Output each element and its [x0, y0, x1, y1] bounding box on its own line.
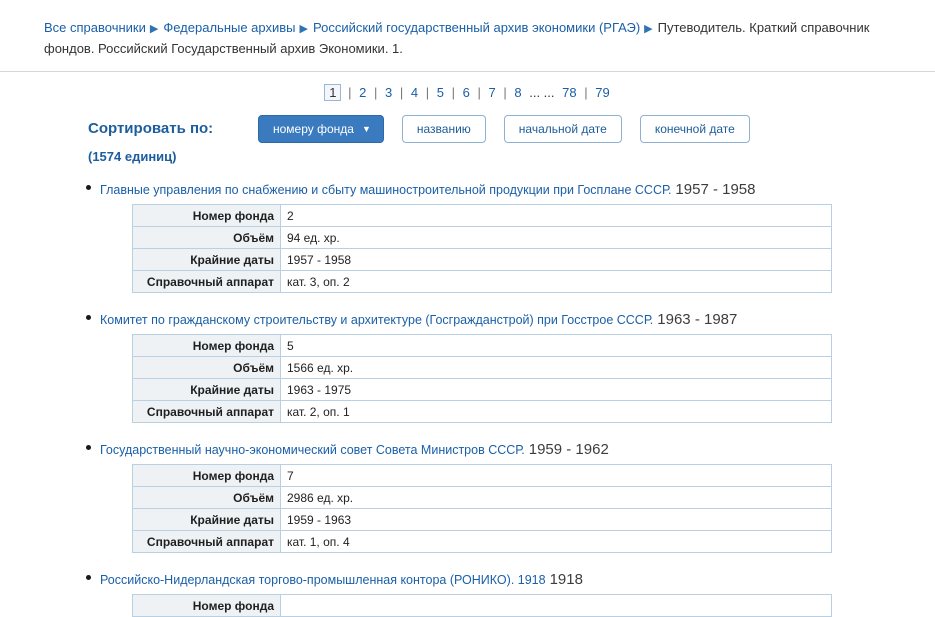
- value-fund-number: 7: [281, 465, 832, 487]
- label-fund-number: Номер фонда: [133, 205, 281, 227]
- list-item: [100, 441, 935, 553]
- fund-list: [0, 181, 935, 617]
- page-link-7[interactable]: 7: [488, 85, 496, 100]
- sort-label-block: [88, 113, 258, 167]
- fund-years: 1957 - 1958: [675, 181, 756, 198]
- fund-details-table: [132, 334, 832, 423]
- label-reference-apparatus: Справочный аппарат: [133, 401, 281, 423]
- fund-details-table: [132, 594, 832, 617]
- table-row: [133, 509, 832, 531]
- label-reference-apparatus: Справочный аппарат: [133, 531, 281, 553]
- breadcrumb-item-0[interactable]: Все справочники: [44, 20, 146, 35]
- value-fund-number: 2: [281, 205, 832, 227]
- page-link-79[interactable]: 79: [595, 85, 610, 100]
- value-volume: 94 ед. хр.: [281, 227, 832, 249]
- label-fund-number: Номер фонда: [133, 465, 281, 487]
- sort-by-fund-number-button[interactable]: [258, 115, 384, 143]
- units-count: (1574 единиц): [88, 149, 177, 164]
- pager-separator: |: [399, 85, 404, 100]
- fund-details-table: [132, 464, 832, 553]
- page-link-4[interactable]: 4: [410, 85, 419, 100]
- sort-bar: [0, 105, 935, 167]
- table-row: [133, 205, 832, 227]
- label-reference-apparatus: Справочный аппарат: [133, 271, 281, 293]
- fund-years: 1963 - 1987: [657, 311, 738, 328]
- list-item: [100, 311, 935, 423]
- value-fund-number: [281, 595, 832, 617]
- page-current[interactable]: 1: [324, 84, 341, 101]
- table-row: [133, 335, 832, 357]
- pagination: [0, 72, 935, 105]
- breadcrumb: [0, 0, 935, 65]
- breadcrumb-item-3: Путеводитель. Краткий справочник фондов. Российский Государственный архив Экономики. 1.: [44, 20, 870, 56]
- table-row: [133, 465, 832, 487]
- fund-title-link[interactable]: Российско-Нидерландская торгово-промышленная контора (РОНИКО). 1918: [100, 573, 546, 587]
- page-link-8[interactable]: 8: [514, 85, 522, 100]
- table-row: [133, 595, 832, 617]
- label-fund-number: Номер фонда: [133, 595, 281, 617]
- pager-separator: |: [503, 85, 507, 100]
- table-row: [133, 379, 832, 401]
- label-fund-number: Номер фонда: [133, 335, 281, 357]
- label-volume: Объём: [133, 487, 281, 509]
- label-extreme-dates: Крайние даты: [133, 379, 281, 401]
- table-row: [133, 271, 832, 293]
- value-reference-apparatus: кат. 1, оп. 4: [281, 531, 832, 553]
- bullet-icon: [86, 185, 91, 190]
- pager-separator: |: [373, 85, 378, 100]
- value-fund-number: 5: [281, 335, 832, 357]
- pager-separator: |: [584, 85, 588, 100]
- chevron-right-icon-0: ▶: [149, 23, 159, 35]
- value-extreme-dates: 1959 - 1963: [281, 509, 832, 531]
- sort-label: Сортировать по:: [88, 120, 214, 137]
- page-link-78[interactable]: 78: [562, 85, 577, 100]
- chevron-right-icon-1: ▶: [299, 23, 308, 35]
- table-row: [133, 531, 832, 553]
- label-extreme-dates: Крайние даты: [133, 509, 281, 531]
- pager-separator: |: [477, 85, 481, 100]
- value-extreme-dates: 1963 - 1975: [281, 379, 832, 401]
- fund-details-table: [132, 204, 832, 293]
- fund-title-link[interactable]: Государственный научно-экономический совет Совета Министров СССР.: [100, 443, 525, 457]
- bullet-icon: [86, 575, 91, 580]
- fund-title-link[interactable]: Комитет по гражданскому строительству и архитектуре (Госгражданстрой) при Госстрое СССР.: [100, 313, 654, 327]
- table-row: [133, 487, 832, 509]
- sort-by-fund-number-label: номеру фонда: [273, 122, 354, 136]
- page-link-6[interactable]: 6: [462, 85, 470, 100]
- pager-separator: |: [348, 85, 352, 100]
- page-link-3[interactable]: 3: [385, 85, 393, 100]
- fund-title-link[interactable]: Главные управления по снабжению и сбыту машиностроительной продукции при Госплане СССР.: [100, 183, 672, 197]
- bullet-icon: [86, 445, 91, 450]
- label-volume: Объём: [133, 227, 281, 249]
- table-row: [133, 401, 832, 423]
- page-link-5[interactable]: 5: [436, 85, 444, 100]
- value-extreme-dates: 1957 - 1958: [281, 249, 832, 271]
- list-item: [100, 181, 935, 293]
- label-extreme-dates: Крайние даты: [133, 249, 281, 271]
- table-row: [133, 227, 832, 249]
- chevron-down-icon: ▼: [361, 123, 371, 134]
- fund-years: 1959 - 1962: [528, 441, 609, 458]
- pager-separator: |: [451, 85, 455, 100]
- table-row: [133, 249, 832, 271]
- value-reference-apparatus: кат. 3, оп. 2: [281, 271, 832, 293]
- sort-buttons: [258, 113, 750, 143]
- breadcrumb-item-1[interactable]: Федеральные архивы: [163, 20, 296, 35]
- pager-ellipsis: ... ...: [529, 85, 555, 100]
- label-volume: Объём: [133, 357, 281, 379]
- list-item: [100, 571, 935, 617]
- value-volume: 1566 ед. хр.: [281, 357, 832, 379]
- breadcrumb-item-2[interactable]: Российский государственный архив экономики (РГАЭ): [312, 20, 641, 35]
- bullet-icon: [86, 315, 91, 320]
- sort-by-end-date-button[interactable]: конечной дате: [640, 115, 750, 143]
- value-reference-apparatus: кат. 2, оп. 1: [281, 401, 832, 423]
- page-link-2[interactable]: 2: [359, 85, 367, 100]
- fund-years: 1918: [549, 571, 583, 588]
- table-row: [133, 357, 832, 379]
- chevron-right-icon-2: ▶: [644, 23, 653, 35]
- pager-separator: |: [425, 85, 430, 100]
- sort-by-start-date-button[interactable]: начальной дате: [504, 115, 622, 143]
- sort-by-name-button[interactable]: названию: [402, 115, 486, 143]
- value-volume: 2986 ед. хр.: [281, 487, 832, 509]
